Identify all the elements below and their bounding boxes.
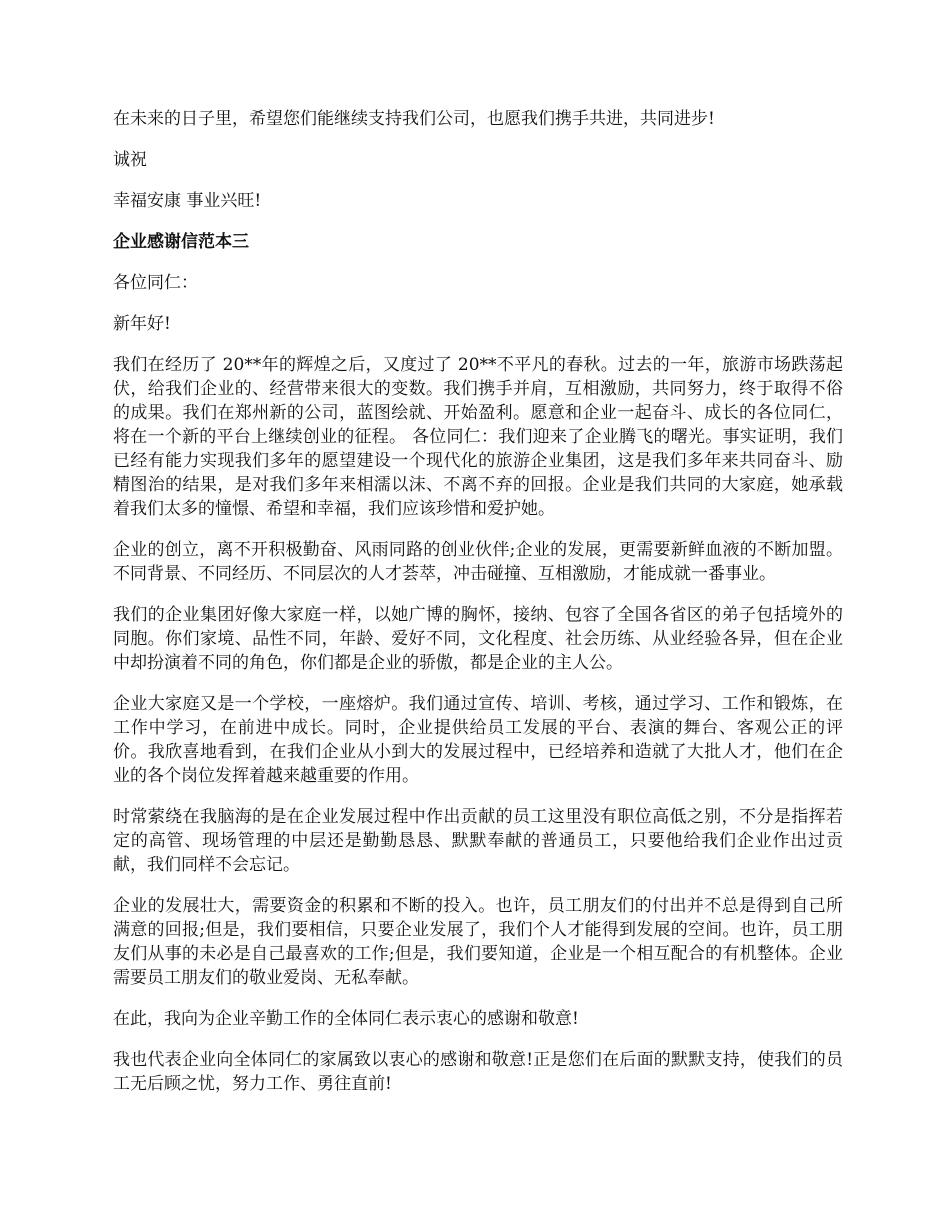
document-page — [113, 107, 843, 1113]
body-paragraph: 企业的创立，离不开积极勤奋、风雨同路的创业伙伴;企业的发展，更需要新鲜血液的不断加盟。不同背景、不同经历、不同层次的人才荟萃，冲击碰撞、互相激励，才能成就一番事业。 — [113, 540, 843, 584]
body-paragraph: 在此，我向为企业辛勤工作的全体同仁表示衷心的感谢和敬意! — [113, 1009, 579, 1029]
body-paragraph: 企业大家庭又是一个学校，一座熔炉。我们通过宣传、培训、考核，通过学习、工作和锻炼，在工作中学习，在前进中成长。同时，企业提供给员工发展的平台、表演的舞台、客观公正的评价。我欣喜地看到，在我们企业从小到大的发展过程中，已经培养和造就了大批人才，他们在企业的各个岗位发挥着越来越重要的作用。 — [113, 694, 843, 786]
body-paragraph: 我也代表企业向全体同仁的家属致以衷心的感谢和敬意!正是您们在后面的默默支持，使我们的员工无后顾之忧，努力工作、勇往直前! — [113, 1050, 843, 1094]
closing-line-1: 诚祝 — [113, 150, 147, 170]
body-paragraph: 时常萦绕在我脑海的是在企业发展过程中作出贡献的员工这里没有职位高低之别，不分是指挥若定的高管、现场管理的中层还是勤勤恳恳、默默奉献的普通员工，只要他给我们企业作出过贡献，我们同样不会忘记。 — [113, 807, 843, 875]
intro-line: 在未来的日子里，希望您们能继续支持我们公司，也愿我们携手共进，共同进步! — [113, 109, 715, 129]
body-paragraph: 企业的发展壮大，需要资金的积累和不断的投入。也许，员工朋友们的付出并不总是得到自己所满意的回报;但是，我们要相信，只要企业发展了，我们个人才能得到发展的空间。也许，员工朋友们从事的未必是自己最喜欢的工作;但是，我们要知道，企业是一个相互配合的有机整体。企业需要员工朋友们的敬业爱岗、无私奉献。 — [113, 896, 843, 988]
section-title: 企业感谢信范本三 — [113, 232, 249, 252]
closing-line-2: 幸福安康 事业兴旺! — [113, 191, 262, 211]
greeting: 新年好! — [113, 314, 171, 334]
salutation: 各位同仁： — [113, 273, 198, 293]
body-paragraph: 我们在经历了 20**年的辉煌之后，又度过了 20**不平凡的春秋。过去的一年，旅游市场跌荡起伏，给我们企业的、经营带来很大的变数。我们携手并肩，互相激励，共同努力，终于取得不俗的成果。我们在郑州新的公司，蓝图绘就、开始盈利。愿意和企业一起奋斗、成长的各位同仁，将在一个新的平台上继续创业的征程。 各位同仁：我们迎来了企业腾飞的曙光。事实证明，我们已经有能力实现我们多年的愿望建设一个现代化的旅游企业集团，这是我们多年来共同奋斗、励精图治的结果，是对我们多年来相濡以沫、不离不弃的回报。企业是我们共同的大家庭，她承载着我们太多的憧憬、希望和幸福，我们应该珍惜和爱护她。 — [113, 355, 843, 519]
body-paragraph: 我们的企业集团好像大家庭一样，以她广博的胸怀，接纳、包容了全国各省区的弟子包括境外的同胞。你们家境、品性不同，年龄、爱好不同，文化程度、社会历练、从业经验各异，但在企业中却扮演着不同的角色，你们都是企业的骄傲，都是企业的主人公。 — [113, 605, 843, 673]
